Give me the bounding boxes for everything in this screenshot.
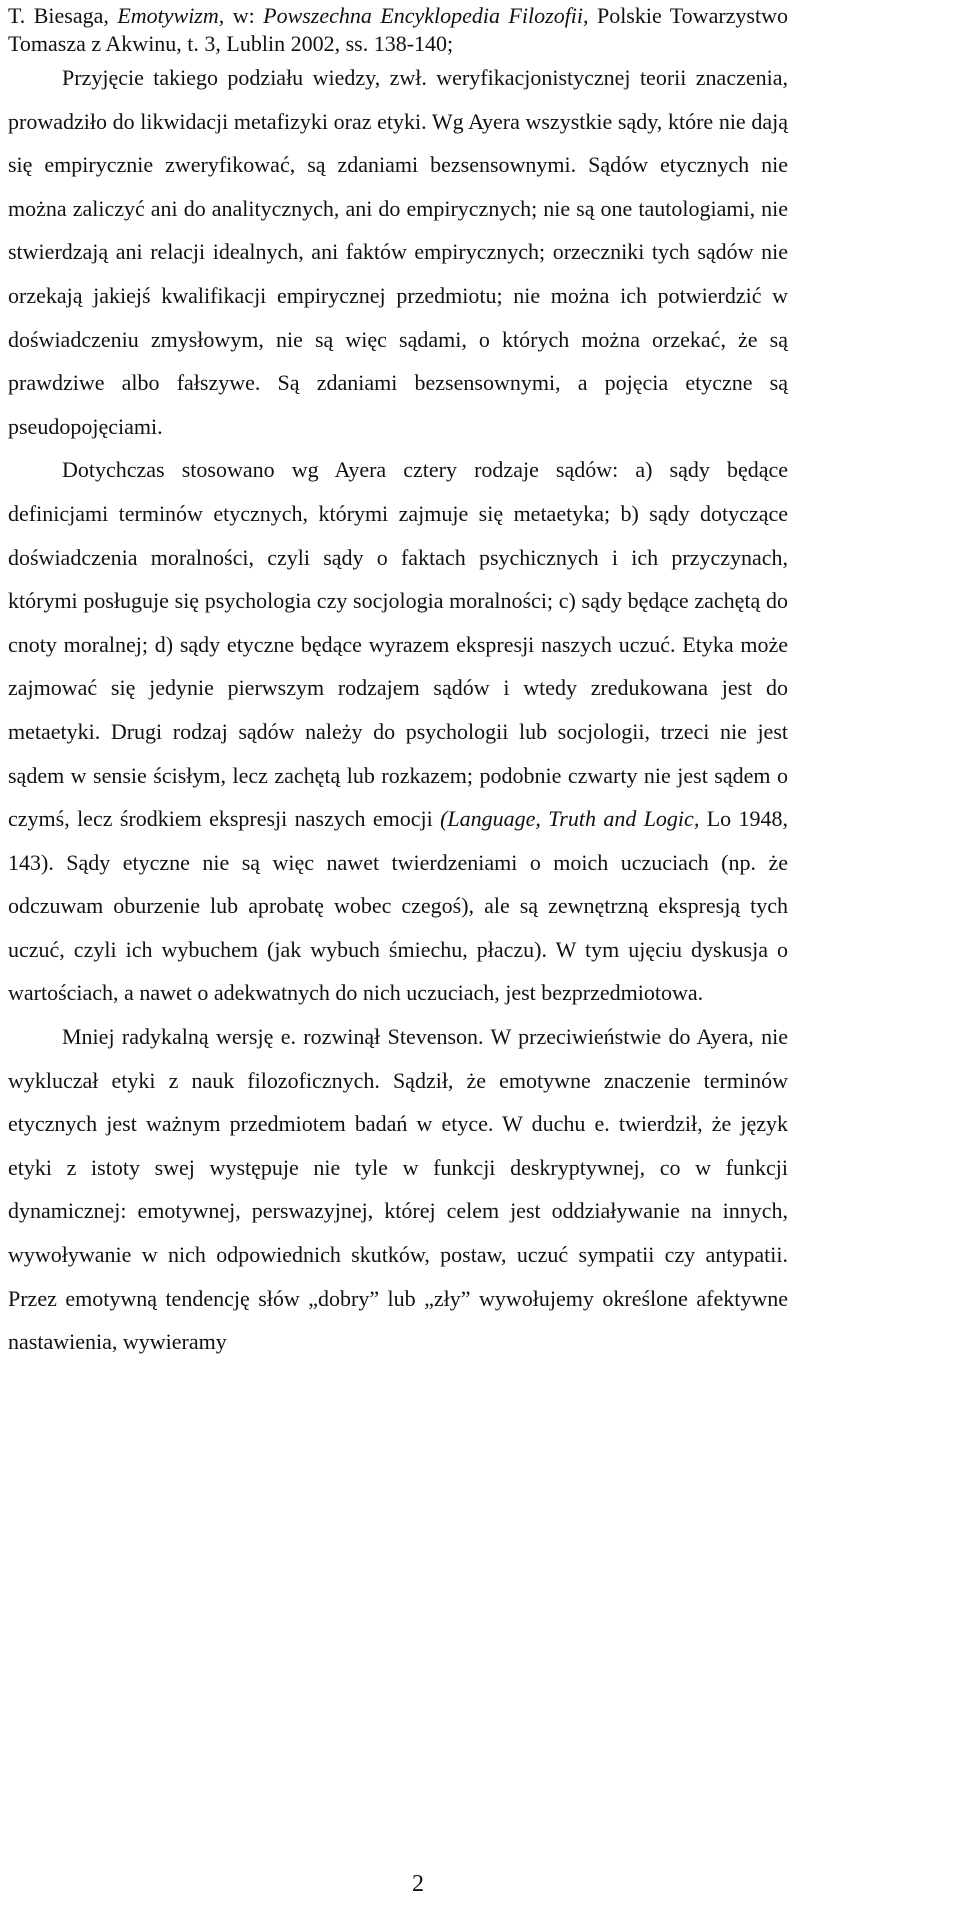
paragraph-2 <box>8 448 788 1015</box>
reference-publication-details: Polskie Towarzystwo Tomasza z Akwinu, t. 3, Lublin 2002, ss. 138-140; <box>8 3 788 56</box>
page-number: 2 <box>412 1871 424 1897</box>
paragraph-2-text-end: Lo 1948, 143). Sądy etyczne nie są więc nawet twierdzeniami o moich uczuciach (np. że odczuwam oburzenie lub aprobatę wobec czegoś), ale są zewnętrzną ekspresją tych uczuć, czyli ich wybuchem (jak wybuch śmiechu, płaczu). W tym ujęciu dyskusja o wartościach, a nawet o adekwatnych do nich uczuciach, jest bezprzedmiotowa. <box>8 806 788 1006</box>
paragraph-3: Mniej radykalną wersję e. rozwinął Stevenson. W przeciwieństwie do Ayera, nie wykluczał etyki z nauk filozoficznych. Sądził, że emotywne znaczenie terminów etycznych jest ważnym przedmiotem badań w etyce. W duchu e. twierdził, że język etyki z istoty swej występuje nie tyle w funkcji deskryptywnej, co w funkcji dynamicznej: emotywnej, perswazyjnej, której celem jest oddziaływanie na innych, wywoływanie w nich odpowiednich skutków, postaw, uczuć sympatii czy antypatii. Przez emotywną tendencję słów „dobry” lub „zły” wywołujemy określone afektywne nastawienia, wywieramy <box>8 1024 788 1355</box>
book-title-citation: (Language, Truth and Logic, <box>440 806 700 832</box>
main-text <box>8 56 788 1364</box>
reference-author: T. Biesaga, <box>8 3 118 28</box>
reference-connector: w: <box>224 3 264 28</box>
paragraph-2-text-start: Dotychczas stosowano wg Ayera cztery rodzaje sądów: a) sądy będące definicjami terminów etycznych, którymi zajmuje się metaetyka; b) sądy dotyczące doświadczenia moralności, czyli sądy o faktach psychicznych i ich przyczynach, którymi posługuje się psychologia czy socjologia moralności; c) sądy będące zachętą do cnoty moralnej; d) sądy etyczne będące wyrazem ekspresji naszych uczuć. Etyka może zajmować się jedynie pierwszym rodzajem sądów i wtedy zredukowana jest do metaetyki. Drugi rodzaj sądów należy do psychologii lub socjologii, trzeci nie jest sądem w sensie ścisłym, lecz zachętą lub rozkazem; podobnie czwarty nie jest sądem o czymś, lecz środkiem ekspresji naszych emocji <box>8 457 788 832</box>
paragraph-1: Przyjęcie takiego podziału wiedzy, zwł. weryfikacjonistycznej teorii znaczenia, prowadziło do likwidacji metafizyki oraz etyki. Wg Ayera wszystkie sądy, które nie dają się empirycznie zweryfikować, są zdaniami bezsensownymi. Sądów etycznych nie można zaliczyć ani do analitycznych, ani do empirycznych; nie są one tautologiami, nie stwierdzają ani relacji idealnych, ani faktów empirycznych; orzeczniki tych sądów nie orzekają jakiejś kwalifikacji empirycznej przedmiotu; nie można ich potwierdzić w doświadczeniu zmysłowym, nie są więc sądami, o których można orzekać, że są prawdziwe albo fałszywe. Są zdaniami bezsensownymi, a pojęcia etyczne są pseudopojęciami. <box>8 65 788 439</box>
reference-source-title: Powszechna Encyklopedia Filozofii, <box>263 3 589 28</box>
bibliographic-reference <box>8 2 788 58</box>
reference-entry-title: Emotywizm, <box>117 3 225 28</box>
